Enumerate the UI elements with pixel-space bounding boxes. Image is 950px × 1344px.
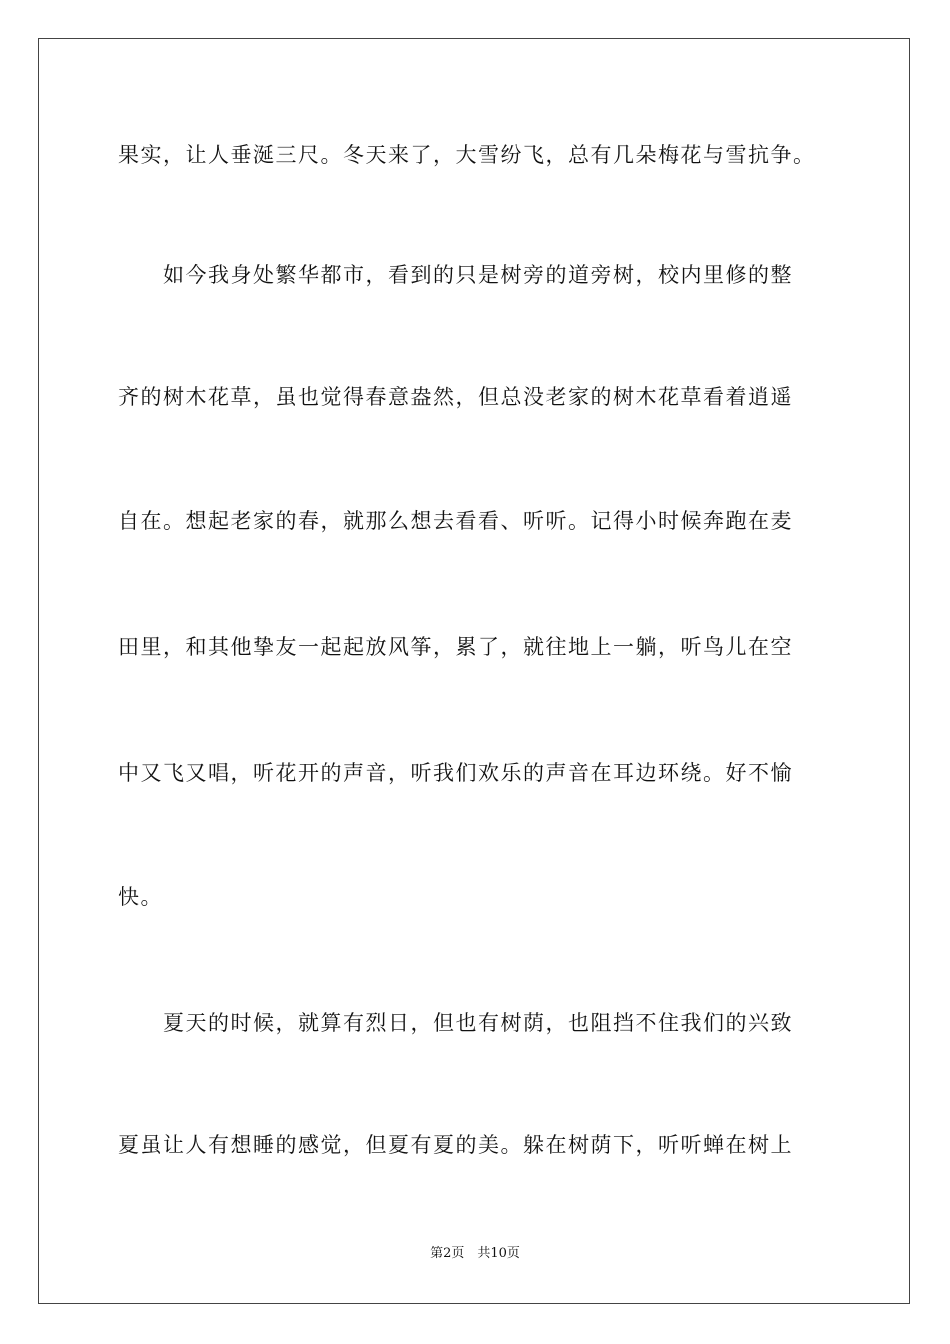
- text-line: 自在。想起老家的春，就那么想去看看、听听。记得小时候奔跑在麦: [118, 509, 793, 533]
- text-line: 齐的树木花草，虽也觉得春意盎然，但总没老家的树木花草看着逍遥: [118, 385, 793, 409]
- page-frame: [38, 38, 910, 1304]
- text-line: 夏虽让人有想睡的感觉，但夏有夏的美。躲在树荫下，听听蝉在树上: [118, 1133, 793, 1157]
- text-line: 如今我身处繁华都市，看到的只是树旁的道旁树，校内里修的整: [118, 263, 793, 287]
- text-line: 快。: [118, 885, 163, 909]
- text-line: 果实，让人垂涎三尺。冬天来了，大雪纷飞，总有几朵梅花与雪抗争。: [118, 143, 816, 167]
- text-line: 田里，和其他挚友一起起放风筝，累了，就往地上一躺，听鸟儿在空: [118, 635, 793, 659]
- page-number-footer: 第2页 共10页: [430, 1246, 520, 1261]
- text-line: 夏天的时候，就算有烈日，但也有树荫，也阻挡不住我们的兴致: [118, 1011, 793, 1035]
- text-line: 中又飞又唱，听花开的声音，听我们欢乐的声音在耳边环绕。好不愉: [118, 761, 793, 785]
